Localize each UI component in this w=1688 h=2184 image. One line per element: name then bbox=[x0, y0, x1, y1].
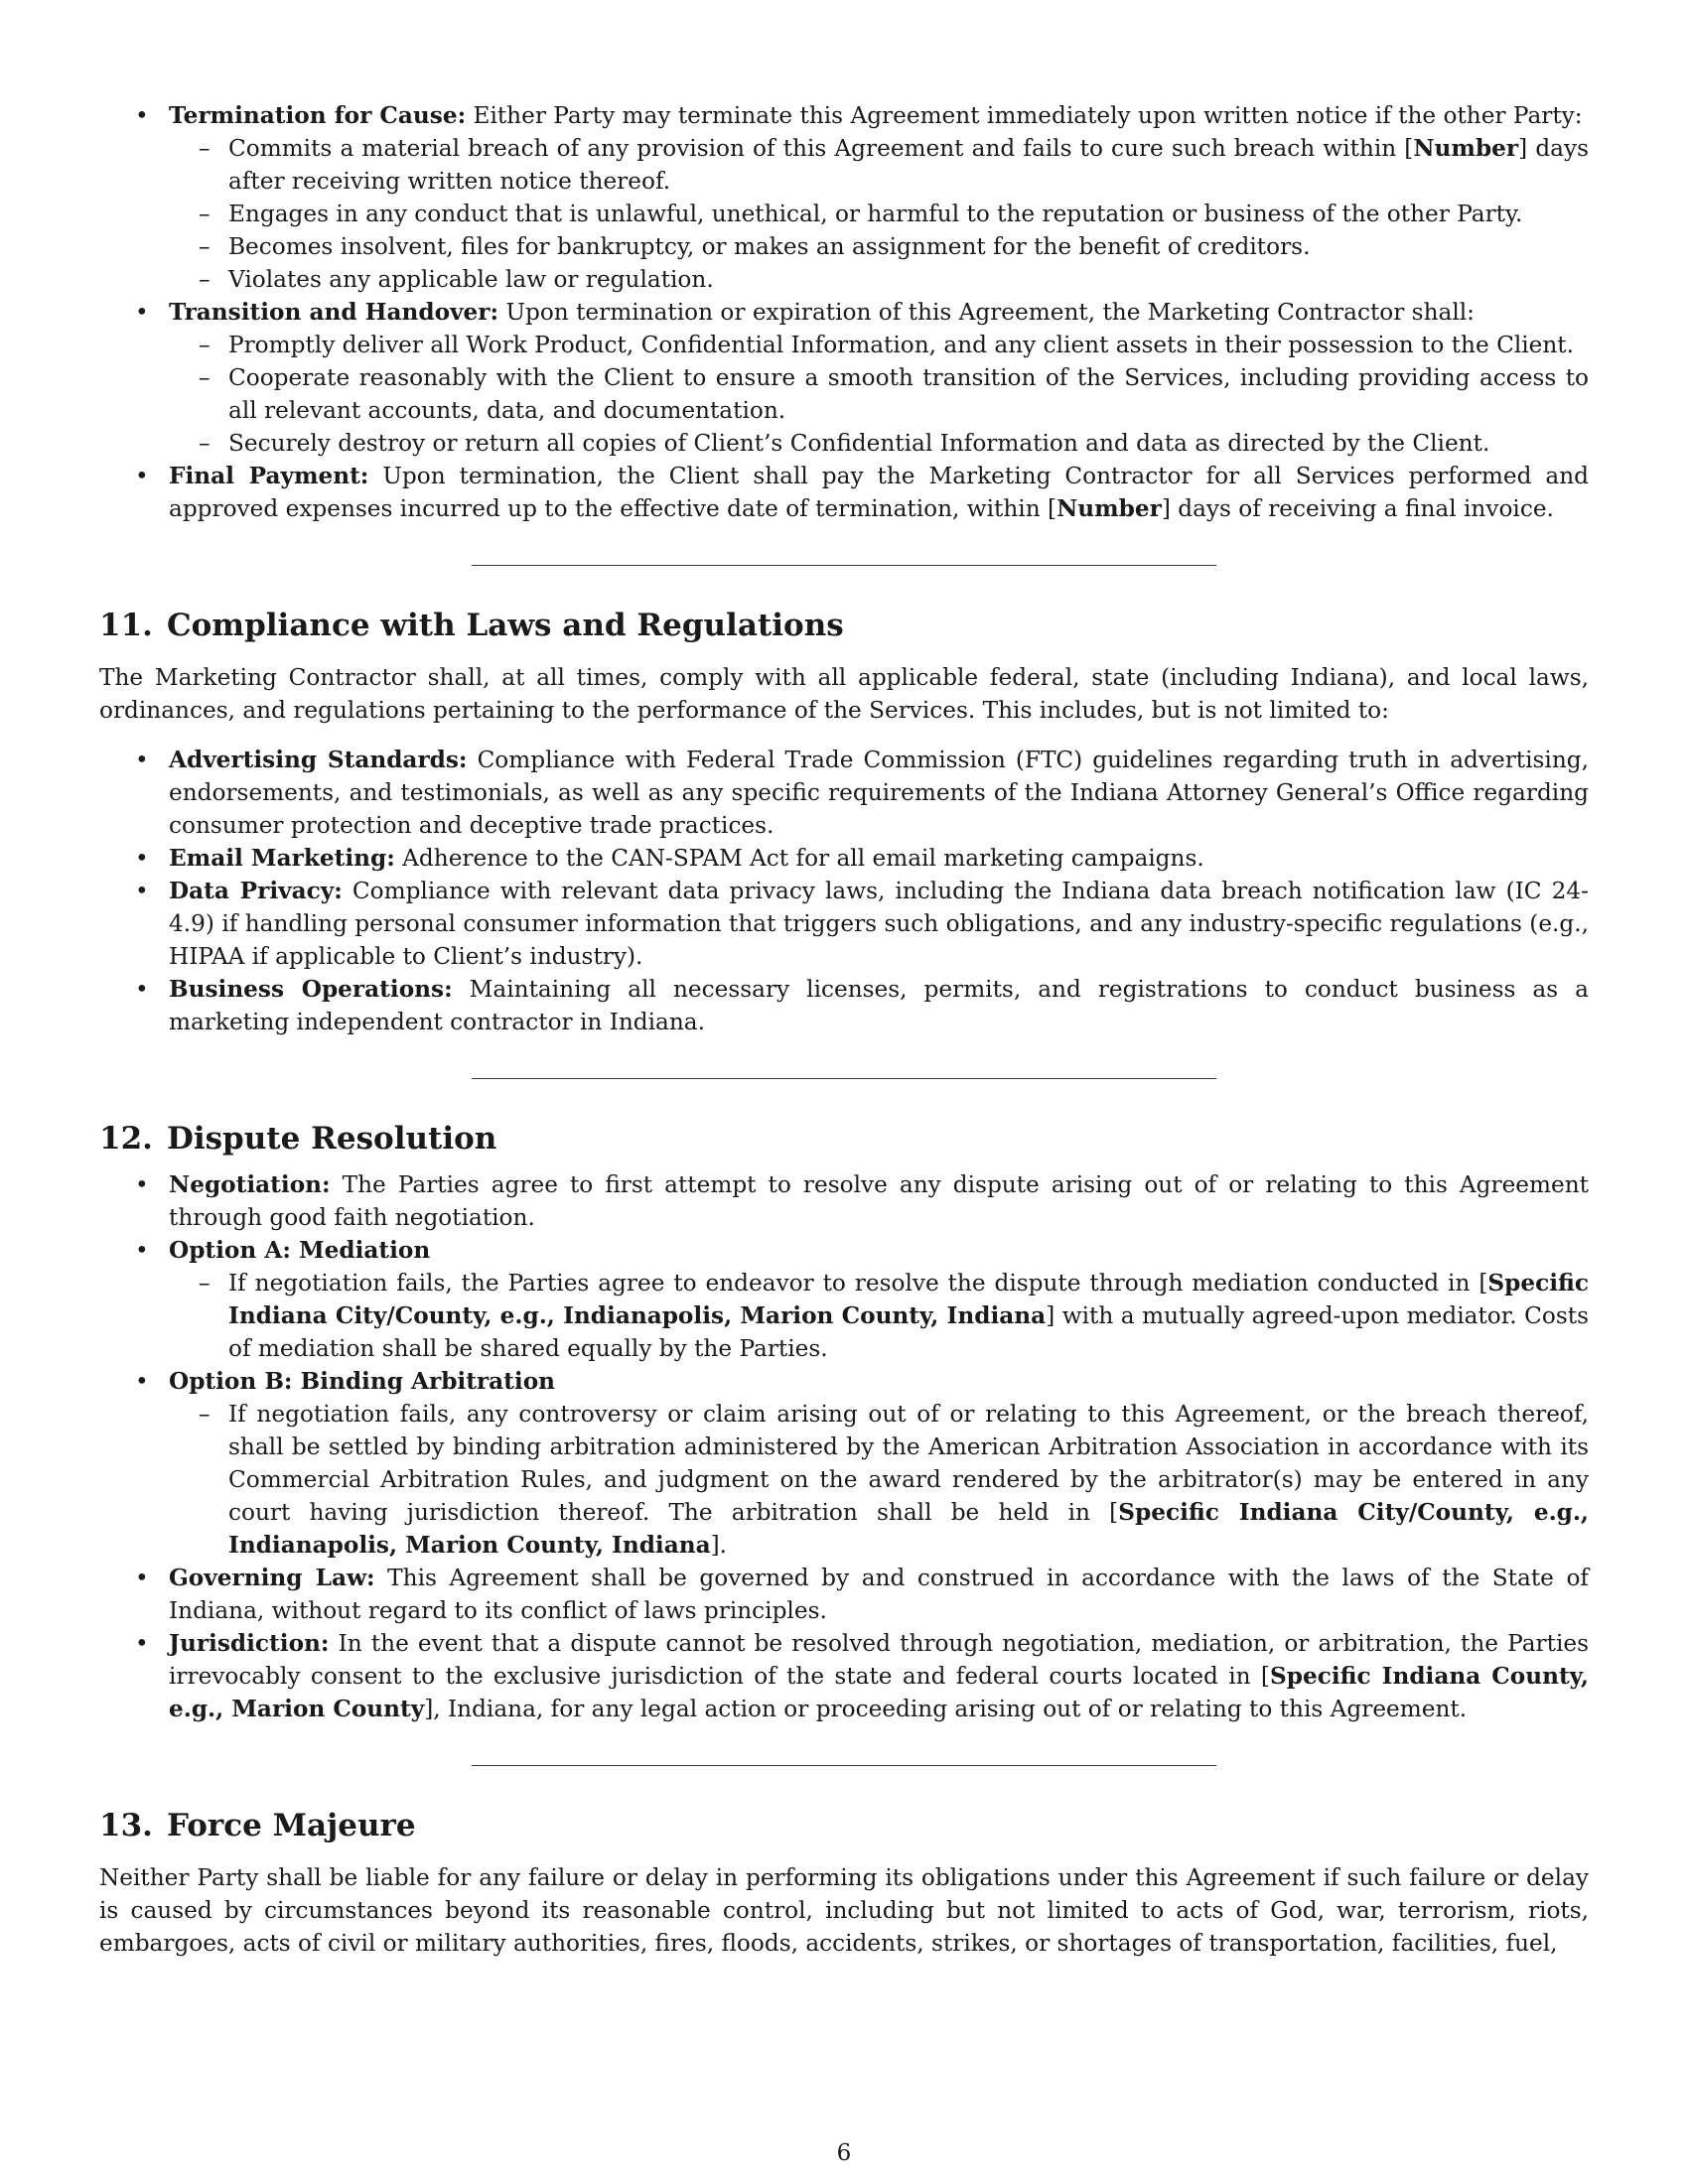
item-text: The Parties agree to first attempt to resolve any dispute arising out of or relating to this Agreement through good faith negotiation. bbox=[169, 1171, 1589, 1231]
item-text: Compliance with Federal Trade Commission (FTC) guidelines regarding truth in advertising, endorsements, and testimonials, as well as any specific requirements of the Indiana Attorney General’s Office regarding consumer protection and deceptive trade practices. bbox=[169, 747, 1589, 839]
sublist-item bbox=[169, 1398, 1589, 1562]
item-label: Governing Law: bbox=[169, 1565, 375, 1591]
section-divider bbox=[472, 565, 1216, 566]
page-number: 6 bbox=[836, 2140, 852, 2166]
item-label: Advertising Standards: bbox=[169, 747, 468, 773]
sublist bbox=[169, 132, 1589, 296]
list-item-advertising-standards bbox=[99, 744, 1589, 842]
section-13-heading bbox=[99, 1806, 1589, 1845]
placeholder-number: Number bbox=[1056, 495, 1162, 522]
item-label: Option A: Mediation bbox=[169, 1237, 431, 1264]
section-number: 11. bbox=[99, 608, 153, 643]
item-label: Data Privacy: bbox=[169, 878, 343, 904]
list-item-data-privacy bbox=[99, 875, 1589, 973]
sublist-item bbox=[169, 329, 1589, 361]
item-label: Negotiation: bbox=[169, 1171, 331, 1198]
section-number: 12. bbox=[99, 1121, 153, 1157]
sub-text: If negotiation fails, the Parties agree to endeavor to resolve the dispute through mediation conducted in [ bbox=[228, 1270, 1488, 1297]
sublist-item bbox=[169, 361, 1589, 427]
section-title: Compliance with Laws and Regulations bbox=[166, 608, 844, 643]
sub-text: Cooperate reasonably with the Client to ensure a smooth transition of the Services, including providing access to all relevant accounts, data, and documentation. bbox=[228, 364, 1589, 424]
section-title: Force Majeure bbox=[166, 1808, 416, 1843]
item-label: Option B: Binding Arbitration bbox=[169, 1368, 556, 1395]
list-item-option-a-mediation bbox=[99, 1234, 1589, 1365]
list-item-governing-law bbox=[99, 1562, 1589, 1627]
list-item-transition-and-handover bbox=[99, 296, 1589, 460]
sublist bbox=[169, 1267, 1589, 1365]
list-item-negotiation bbox=[99, 1168, 1589, 1234]
item-label: Transition and Handover: bbox=[169, 299, 499, 326]
sublist-item bbox=[169, 230, 1589, 263]
sub-text: If negotiation fails, any controversy or claim arising out of or relating to this Agreement, or the breach thereof, shall be settled by binding arbitration administered by the American Arbitration Association in accordance with its Commercial Arbitration Rules, and judgment on the award rendered by the arbitrator(s) may be entered in any court having jurisdiction thereof. The arbitration shall be held in [ bbox=[228, 1401, 1589, 1526]
sublist-item bbox=[169, 132, 1589, 198]
item-label: Business Operations: bbox=[169, 976, 453, 1003]
section-number: 13. bbox=[99, 1808, 153, 1843]
item-text: Maintaining all necessary licenses, permits, and registrations to conduct business as a marketing independent contractor in Indiana. bbox=[169, 976, 1589, 1035]
placeholder-number: Number bbox=[1413, 135, 1519, 162]
item-label: Email Marketing: bbox=[169, 845, 395, 872]
sublist-item bbox=[169, 263, 1589, 296]
item-label: Jurisdiction: bbox=[169, 1630, 330, 1657]
termination-list bbox=[99, 99, 1589, 525]
page-content bbox=[99, 99, 1589, 1960]
sublist-item bbox=[169, 1267, 1589, 1365]
list-item-termination-for-cause bbox=[99, 99, 1589, 296]
sublist bbox=[169, 329, 1589, 460]
sub-text: Engages in any conduct that is unlawful, unethical, or harmful to the reputation or business of the other Party. bbox=[228, 201, 1523, 227]
placeholder-location: Specific Indiana County, e.g., Marion County bbox=[169, 1663, 1589, 1722]
item-text: In the event that a dispute cannot be resolved through negotiation, mediation, or arbitration, the Parties irrevocably consent to the exclusive jurisdiction of the state and federal courts located in [ bbox=[169, 1630, 1589, 1690]
item-text: This Agreement shall be governed by and construed in accordance with the laws of the State of Indiana, without regard to its conflict of laws principles. bbox=[169, 1565, 1589, 1624]
dispute-list bbox=[99, 1168, 1589, 1725]
item-label: Termination for Cause: bbox=[169, 102, 467, 129]
placeholder-location: Specific Indiana City/County, e.g., Indianapolis, Marion County, Indiana bbox=[228, 1499, 1589, 1559]
sub-text: ] with a mutually agreed-upon mediator. Costs of mediation shall be shared equally by the Parties. bbox=[228, 1302, 1589, 1362]
list-item-business-operations bbox=[99, 973, 1589, 1038]
item-text: ], Indiana, for any legal action or proceeding arising out of or relating to this Agreement. bbox=[424, 1696, 1468, 1722]
list-item-final-payment bbox=[99, 460, 1589, 525]
sub-text: Violates any applicable law or regulation. bbox=[228, 266, 714, 293]
section-divider bbox=[472, 1078, 1216, 1079]
sub-text: Becomes insolvent, files for bankruptcy, or makes an assignment for the benefit of creditors. bbox=[228, 233, 1311, 260]
item-text: Either Party may terminate this Agreement immediately upon written notice if the other Party: bbox=[466, 102, 1583, 129]
sub-text: Promptly deliver all Work Product, Confidential Information, and any client assets in their possession to the Client. bbox=[228, 332, 1574, 358]
list-item-email-marketing bbox=[99, 842, 1589, 875]
sublist bbox=[169, 1398, 1589, 1562]
section-title: Dispute Resolution bbox=[166, 1121, 497, 1157]
item-text: Adherence to the CAN-SPAM Act for all email marketing campaigns. bbox=[394, 845, 1204, 872]
compliance-list bbox=[99, 744, 1589, 1038]
list-item-option-b-arbitration bbox=[99, 1365, 1589, 1562]
sub-text: Securely destroy or return all copies of Client’s Confidential Information and data as directed by the Client. bbox=[228, 430, 1490, 457]
section-11-intro: The Marketing Contractor shall, at all times, comply with all applicable federal, state (including Indiana), and local laws, ordinances, and regulations pertaining to the performance of the Services. This includes, but is not limited to: bbox=[99, 664, 1589, 724]
section-11-heading bbox=[99, 606, 1589, 645]
item-text: Upon termination or expiration of this Agreement, the Marketing Contractor shall: bbox=[498, 299, 1475, 326]
section-13-text: Neither Party shall be liable for any failure or delay in performing its obligations under this Agreement if such failure or delay is caused by circumstances beyond its reasonable control, including but not limited to acts of God, war, terrorism, riots, embargoes, acts of civil or military authorities, fires, floods, accidents, strikes, or shortages of transportation, facilities, fuel, bbox=[99, 1864, 1589, 1957]
item-text: Upon termination, the Client shall pay the Marketing Contractor for all Services performed and approved expenses incurred up to the effective date of termination, within [ bbox=[169, 463, 1589, 522]
sublist-item bbox=[169, 427, 1589, 460]
item-text: ] days of receiving a final invoice. bbox=[1161, 495, 1554, 522]
sub-text: ]. bbox=[710, 1532, 728, 1559]
list-item-jurisdiction bbox=[99, 1627, 1589, 1725]
item-label: Final Payment: bbox=[169, 463, 369, 489]
section-12-heading bbox=[99, 1119, 1589, 1159]
section-divider bbox=[472, 1765, 1216, 1766]
item-text: Compliance with relevant data privacy laws, including the Indiana data breach notification law (IC 24-4.9) if handling personal consumer information that triggers such obligations, and any industry-specific regulations (e.g., HIPAA if applicable to Client’s industry). bbox=[169, 878, 1589, 970]
sublist-item bbox=[169, 198, 1589, 230]
sub-text: Commits a material breach of any provision of this Agreement and fails to cure such breach within [ bbox=[228, 135, 1414, 162]
sub-text: ] days after receiving written notice thereof. bbox=[228, 135, 1589, 195]
placeholder-location: Specific Indiana City/County, e.g., Indianapolis, Marion County, Indiana bbox=[228, 1270, 1589, 1329]
